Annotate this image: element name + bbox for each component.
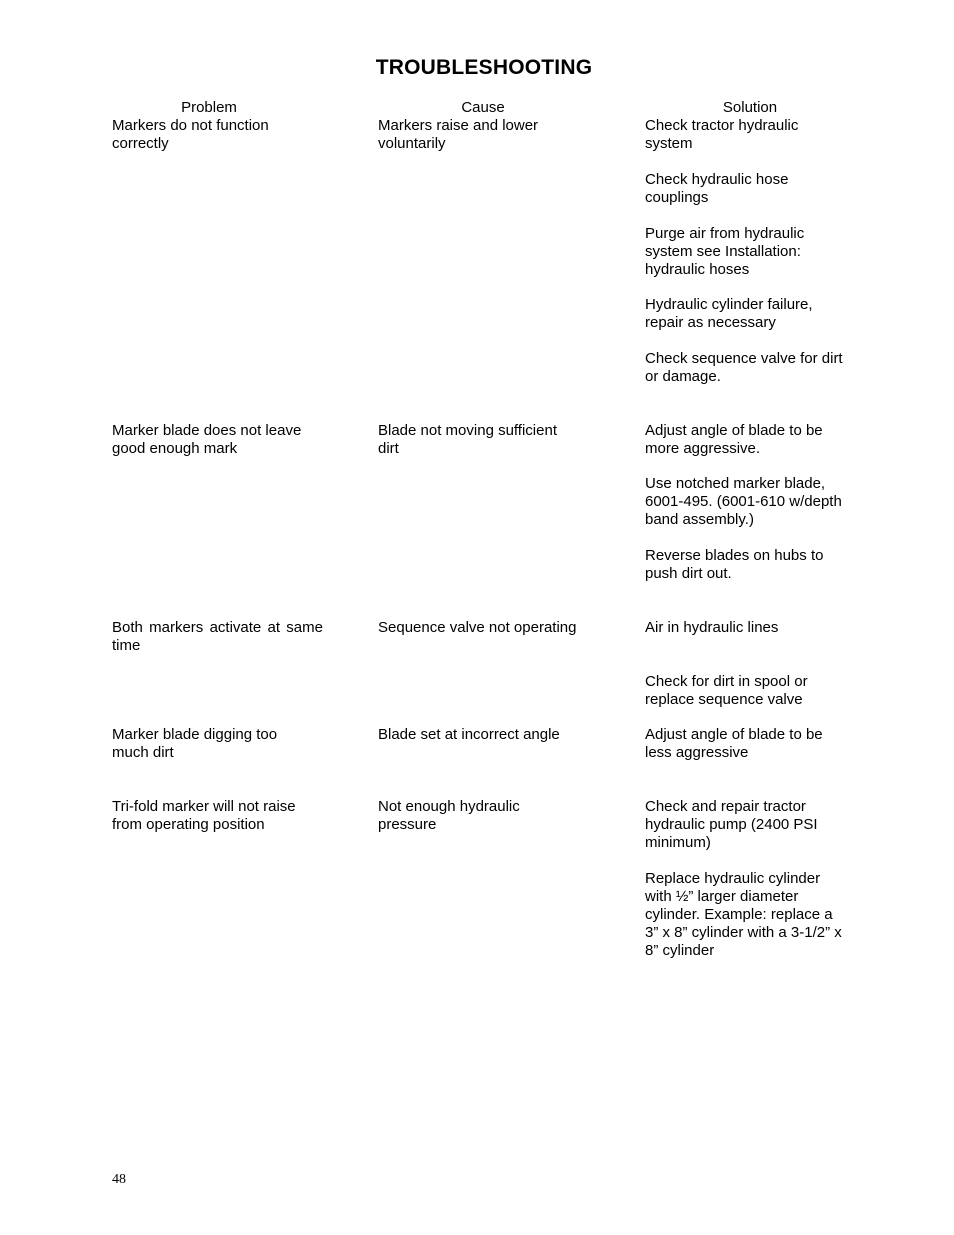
- cause-cell: Sequence valve not operating: [378, 619, 577, 636]
- page-title: TROUBLESHOOTING: [375, 56, 593, 79]
- solution-item: Reverse blades on hubs to push dirt out.: [645, 547, 824, 582]
- problem-cell: Markers do not function correctly: [112, 117, 269, 152]
- solution-item: Adjust angle of blade to be less aggressive: [645, 726, 823, 761]
- solution-item: Check for dirt in spool or replace sequence valve: [645, 673, 808, 708]
- cause-cell: Markers raise and lower voluntarily: [378, 117, 539, 152]
- problem-cell: Marker blade digging too much dirt: [112, 726, 278, 761]
- header-problem: Problem: [181, 99, 237, 116]
- cause-cell: Not enough hydraulic pressure: [378, 798, 520, 833]
- header-solution: Solution: [722, 99, 778, 116]
- solution-item: Check and repair tractor hydraulic pump (2400 PSI minimum): [645, 798, 818, 851]
- solution-item: Check hydraulic hose couplings: [645, 171, 789, 206]
- problem-cell: Tri-fold marker will not raise from operating position: [112, 798, 296, 833]
- problem-cell: Marker blade does not leave good enough mark: [112, 422, 302, 457]
- solution-item: Check sequence valve for dirt or damage.: [645, 350, 843, 385]
- solution-item: Purge air from hydraulic system see Installation: hydraulic hoses: [645, 225, 805, 278]
- solution-item: Replace hydraulic cylinder with ½” larger diameter cylinder. Example: replace a 3” x 8” cylinder with a 3-1/2” x 8” cylinder: [645, 870, 842, 959]
- solution-item: Hydraulic cylinder failure, repair as necessary: [645, 296, 813, 331]
- solution-item: Air in hydraulic lines: [645, 619, 779, 636]
- solution-item: Check tractor hydraulic system: [645, 117, 799, 152]
- solution-item: Adjust angle of blade to be more aggressive.: [645, 422, 823, 457]
- cause-cell: Blade set at incorrect angle: [378, 726, 560, 743]
- problem-cell: Both markers activate at same time: [112, 619, 323, 654]
- cause-cell: Blade not moving sufficient dirt: [378, 422, 557, 457]
- header-cause: Cause: [461, 99, 505, 116]
- page-number: 48: [112, 1172, 126, 1187]
- solution-item: Use notched marker blade, 6001-495. (6001-610 w/depth band assembly.): [645, 475, 842, 528]
